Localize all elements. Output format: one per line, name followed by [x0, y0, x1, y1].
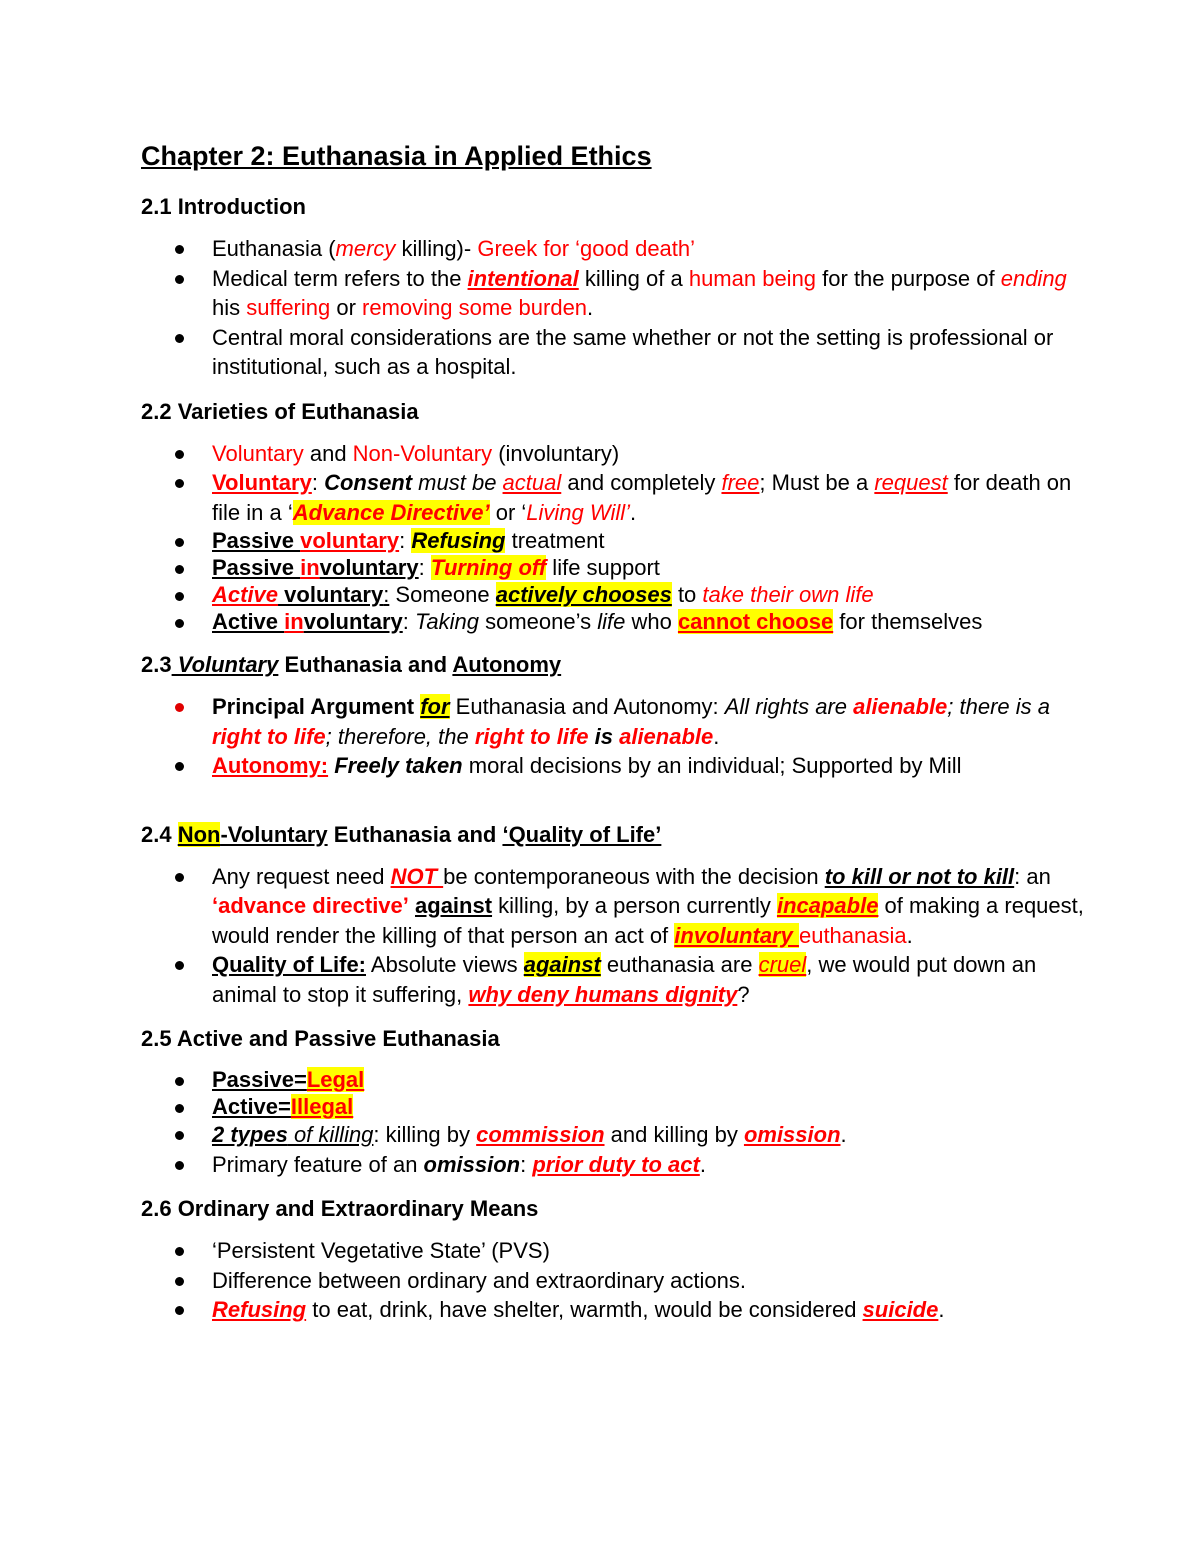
text-run: ; Must be a: [759, 470, 875, 495]
text-run: Quality of Life:: [212, 952, 366, 977]
list-item: [141, 554, 1101, 581]
text-run: :: [399, 528, 412, 553]
text-run: Refusing: [411, 528, 506, 553]
text-run: :: [402, 609, 415, 634]
text-run: -Voluntary: [220, 821, 328, 847]
text-run: Refusing: [212, 1297, 307, 1322]
section-heading: 2.1 Introduction: [141, 194, 306, 219]
list-item: [141, 468, 1101, 527]
text-run: Euthanasia and: [327, 821, 503, 847]
bullet-icon: [175, 1077, 184, 1086]
text-run: Active: [212, 609, 285, 634]
text-run: .: [630, 499, 637, 525]
text-run: voluntary: [303, 609, 403, 634]
page-title: Chapter 2: Euthanasia in Applied Ethics: [141, 141, 652, 171]
text-run: who: [625, 609, 678, 634]
text-run: Passive: [212, 555, 301, 580]
section-heading: [141, 650, 1101, 680]
text-run: life support: [546, 555, 660, 580]
bullet-icon: [175, 1277, 184, 1286]
bullet-list: [141, 1066, 1101, 1179]
bullet-icon: [175, 565, 184, 574]
bullet-list: [141, 1236, 1101, 1325]
text-run: Difference between ordinary and extraordinary actions.: [212, 1267, 747, 1293]
text-run: and: [303, 440, 353, 466]
text-run: Euthanasia and Autonomy:: [449, 694, 725, 719]
list-item: [141, 1236, 1101, 1266]
text-run: omission: [743, 1122, 841, 1147]
bullet-icon: [175, 245, 184, 254]
section-spacer: [141, 796, 1101, 820]
text-run: ; there is a: [947, 694, 1051, 719]
text-run: Passive: [212, 528, 301, 553]
text-run: .: [713, 723, 720, 749]
list-item: [141, 608, 1101, 635]
text-run: take their own life: [702, 582, 874, 607]
bullet-icon: [175, 275, 184, 284]
text-run: Voluntary: [212, 470, 312, 495]
text-run: right to life: [474, 723, 589, 749]
text-run: Taking: [414, 609, 479, 634]
text-run: Voluntary: [171, 652, 279, 677]
text-run: in: [284, 609, 304, 634]
text-run: Greek for ‘good death’: [477, 236, 696, 261]
bullet-icon: [175, 1306, 184, 1315]
text-run: or ‘: [489, 499, 527, 525]
text-run: omission: [423, 1151, 521, 1177]
text-run: ‘Persistent Vegetative State’ (PVS): [212, 1238, 550, 1263]
text-run: someone’s: [479, 609, 598, 634]
text-run: , we would put down an animal to stop it suffering,: [212, 952, 1037, 1007]
text-run: Central moral considerations are the same whether or not the setting is professional or institutional, such as a hospital.: [212, 324, 1054, 379]
section-heading: [141, 820, 1101, 850]
text-run: Voluntary: [212, 440, 304, 466]
text-run: :: [520, 1151, 533, 1177]
text-run: moral decisions by an individual; Supported by Mill: [462, 753, 962, 778]
text-run: 2.4: [141, 821, 178, 847]
bullet-icon: [175, 619, 184, 628]
text-run: is: [588, 723, 620, 749]
bullet-icon: [175, 1104, 184, 1113]
bullet-icon: [175, 762, 184, 771]
list-item: [141, 1150, 1101, 1180]
document-content: [141, 138, 1101, 1340]
text-run: cruel: [758, 952, 807, 977]
text-run: mercy: [335, 236, 396, 261]
text-run: voluntary: [319, 555, 419, 580]
bullet-icon: [175, 1161, 184, 1170]
text-run: his: [212, 295, 247, 320]
bullet-list: [141, 234, 1101, 382]
text-run: free: [721, 470, 760, 495]
text-run: of killing: [287, 1122, 374, 1147]
list-item: [141, 1066, 1101, 1093]
section-heading: 2.2 Varieties of Euthanasia: [141, 398, 419, 424]
text-run: removing some burden: [362, 295, 588, 320]
text-run: Absolute views: [366, 952, 524, 977]
text-run: ‘advance directive’: [212, 893, 409, 918]
list-item: [141, 527, 1101, 554]
list-item: [141, 692, 1101, 751]
text-run: against: [523, 952, 601, 977]
text-run: human being: [688, 265, 817, 291]
text-run: .: [906, 922, 913, 948]
text-run: killing)-: [395, 236, 478, 261]
text-run: euthanasia are: [600, 952, 759, 977]
text-run: Turning off: [430, 555, 547, 580]
text-run: Primary feature of an: [212, 1151, 424, 1177]
text-run: suicide: [862, 1297, 939, 1322]
text-run: killing, by a person currently: [492, 893, 777, 918]
text-run: actively chooses: [495, 582, 672, 607]
text-run: Any request need: [212, 863, 391, 889]
text-run: alienable: [853, 694, 948, 719]
text-run: right to life: [212, 723, 326, 749]
text-run: life: [597, 609, 626, 634]
text-run: for: [420, 694, 450, 719]
text-run: commission: [476, 1122, 605, 1147]
bullet-list: [141, 439, 1101, 636]
bullet-list: [141, 692, 1101, 781]
list-item: [141, 1093, 1101, 1120]
list-item: [141, 1266, 1101, 1296]
bullet-icon: [175, 961, 184, 970]
text-run: cannot choose: [677, 609, 834, 634]
list-item: [141, 1120, 1101, 1150]
text-run: to eat, drink, have shelter, warmth, would be considered: [306, 1297, 863, 1322]
text-run: intentional: [467, 265, 579, 291]
text-run: Advance Directive’: [292, 499, 490, 525]
text-run: for themselves: [833, 609, 983, 634]
bullet-icon: [175, 1247, 184, 1256]
bullet-icon: [175, 479, 184, 488]
bullet-icon: [175, 1131, 184, 1140]
text-run: of making a request, would render the killing of that person an act of: [212, 893, 1084, 948]
list-item: [141, 439, 1101, 469]
text-run: Illegal: [290, 1094, 354, 1119]
text-run: incapable: [776, 893, 879, 918]
text-run: :: [418, 555, 431, 580]
text-run: .: [699, 1151, 706, 1177]
text-run: Principal Argument: [212, 694, 421, 719]
bullet-icon: [175, 538, 184, 547]
text-run: (involuntary): [492, 440, 620, 466]
text-run: or: [330, 295, 363, 320]
text-run: prior duty to act: [532, 1151, 700, 1177]
list-item: [141, 862, 1101, 951]
text-run: : an: [1014, 863, 1051, 889]
text-run: NOT: [390, 863, 444, 889]
text-run: to kill or not to kill: [824, 863, 1015, 889]
bullet-icon: [175, 450, 184, 459]
text-run: ?: [737, 981, 750, 1007]
text-run: be contemporaneous with the decision: [443, 863, 825, 889]
section-heading: 2.6 Ordinary and Extraordinary Means: [141, 1196, 539, 1221]
text-run: Non-Voluntary: [352, 440, 493, 466]
text-run: alienable: [619, 723, 714, 749]
text-run: against: [415, 893, 493, 918]
text-run: Non: [177, 821, 221, 847]
list-item: [141, 950, 1101, 1009]
bullet-icon: [175, 873, 184, 882]
text-run: Euthanasia and: [278, 652, 453, 677]
text-run: voluntary: [278, 582, 384, 607]
bullet-icon: [175, 703, 184, 712]
text-run: ‘Quality of Life’: [502, 821, 662, 847]
text-run: Living Will’: [526, 499, 630, 525]
text-run: euthanasia: [798, 922, 907, 948]
text-run: involuntary: [674, 922, 799, 948]
list-item: [141, 581, 1101, 608]
text-run: Active=: [212, 1094, 291, 1119]
list-item: [141, 1295, 1101, 1325]
text-run: voluntary: [300, 528, 400, 553]
text-run: for the purpose of: [816, 265, 1001, 291]
text-run: in: [300, 555, 320, 580]
text-run: and completely: [561, 470, 722, 495]
list-item: [141, 264, 1101, 323]
text-run: Consent: [324, 470, 413, 495]
text-run: and killing by: [604, 1122, 744, 1147]
text-run: 2.3: [141, 652, 172, 677]
text-run: Autonomy: [452, 652, 562, 677]
text-run: .: [840, 1122, 847, 1147]
text-run: ending: [1000, 265, 1067, 291]
text-run: .: [938, 1297, 945, 1322]
bullet-icon: [175, 592, 184, 601]
text-run: .: [587, 295, 594, 320]
text-run: Passive=: [212, 1067, 307, 1092]
text-run: suffering: [246, 295, 331, 320]
text-run: Active: [212, 582, 279, 607]
text-run: ; therefore, the: [325, 723, 475, 749]
text-run: 2 types: [212, 1122, 288, 1147]
text-run: killing of a: [578, 265, 689, 291]
sections-container: [141, 192, 1101, 1325]
text-run: : killing by: [373, 1122, 477, 1147]
text-run: for death on file in a ‘: [212, 470, 1072, 525]
list-item: [141, 234, 1101, 264]
bullet-icon: [175, 334, 184, 343]
text-run: Someone: [389, 582, 496, 607]
text-run: to: [671, 582, 703, 607]
text-run: Medical term refers to the: [212, 265, 468, 291]
text-run: Euthanasia (: [212, 236, 336, 261]
section-heading: 2.5 Active and Passive Euthanasia: [141, 1026, 500, 1051]
list-item: [141, 751, 1101, 781]
text-run: Freely taken: [334, 753, 463, 778]
text-run: :: [383, 582, 390, 607]
text-run: must be: [412, 470, 503, 495]
text-run: why deny humans dignity: [468, 981, 738, 1007]
text-run: :: [311, 470, 325, 495]
list-item: [141, 323, 1101, 382]
text-run: actual: [502, 470, 562, 495]
bullet-list: [141, 862, 1101, 1010]
text-run: treatment: [505, 528, 605, 553]
text-run: All rights are: [724, 694, 854, 719]
text-run: Autonomy:: [212, 753, 329, 778]
text-run: request: [874, 470, 948, 495]
text-run: Legal: [306, 1067, 365, 1092]
